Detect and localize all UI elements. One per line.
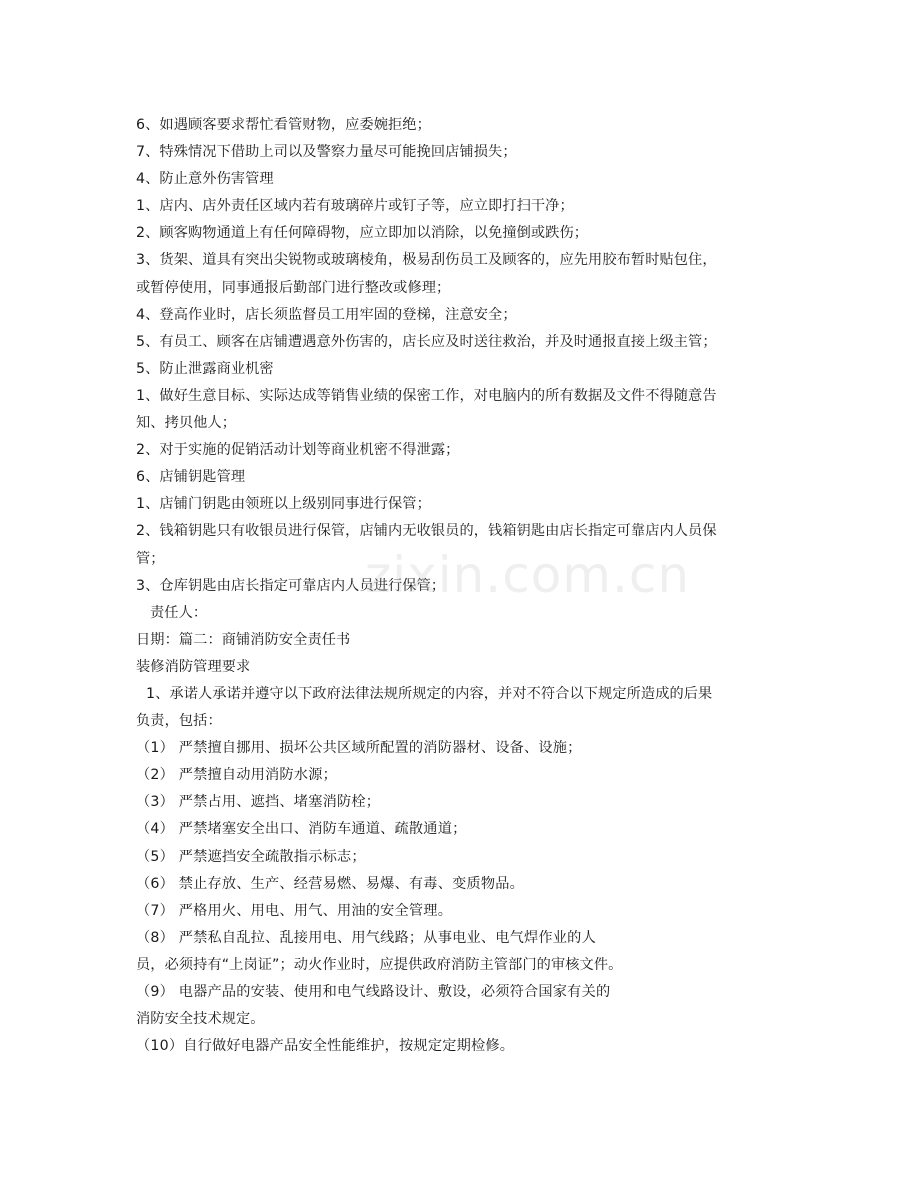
- list-item: （4） 严禁堵塞安全出口、消防车通道、疏散通道；: [136, 821, 467, 838]
- text-line: 1、做好生意目标、实际达成等销售业绩的保密工作，对电脑内的所有数据及文件不得随意告: [136, 387, 717, 404]
- list-item: （8） 严禁私自乱拉、乱接用电、用气线路；从事电业、电气焊作业的人: [136, 929, 596, 946]
- text-line: 员，必须持有“上岗证”；动火作业时，应提供政府消防主管部门的审核文件。: [136, 956, 623, 973]
- text-line: 7、特殊情况下借助上司以及警察力量尽可能挽回店铺损失；: [136, 144, 517, 161]
- section-heading: 装修消防管理要求: [136, 658, 251, 675]
- text-line: 1、店内、店外责任区域内若有玻璃碎片或钉子等，应立即打扫干净；: [136, 198, 574, 215]
- text-line: 5、有员工、顾客在店铺遭遇意外伤害的，店长应及时送往救治，并及时通报直接上级主管；: [136, 333, 717, 350]
- responsible-person-label: 责任人：: [150, 604, 208, 621]
- list-item: （5） 严禁遮挡安全疏散指示标志；: [136, 848, 366, 865]
- list-item: （1） 严禁擅自挪用、损坏公共区域所配置的消防器材、设备、设施；: [136, 740, 582, 757]
- date-title-line: 日期：篇二：商铺消防安全责任书: [136, 631, 351, 648]
- text-line: 消防安全技术规定。: [136, 1011, 265, 1028]
- text-line: 1、承诺人承诺并遵守以下政府法律法规所规定的内容，并对不符合以下规定所造成的后果: [146, 685, 713, 702]
- watermark-text: zixin.com.cn: [365, 546, 691, 604]
- list-item: （7） 严格用火、用电、用气、用油的安全管理。: [136, 902, 453, 919]
- section-heading: 4、防止意外伤害管理: [136, 171, 274, 188]
- list-item: （10）自行做好电器产品安全性能维护，按规定定期检修。: [136, 1038, 515, 1055]
- list-item: （9） 电器产品的安装、使用和电气线路设计、敷设，必须符合国家有关的: [136, 984, 611, 1000]
- text-line: 或暂停使用，同事通报后勤部门进行整改或修理；: [136, 279, 451, 296]
- text-line: 管；: [136, 550, 165, 567]
- text-line: 2、钱箱钥匙只有收银员进行保管，店铺内无收银员的，钱箱钥匙由店长指定可靠店内人员保: [136, 523, 717, 540]
- text-line: 4、登高作业时，店长须监督员工用牢固的登梯，注意安全；: [136, 306, 517, 323]
- text-line: 6、如遇顾客要求帮忙看管财物，应委婉拒绝；: [136, 117, 431, 133]
- text-line: 2、顾客购物通道上有任何障碍物，应立即加以消除，以免撞倒或跌伤；: [136, 225, 589, 242]
- text-line: 1、店铺门钥匙由领班以上级别同事进行保管；: [136, 496, 431, 513]
- text-line: 2、对于实施的促销活动计划等商业机密不得泄露；: [136, 442, 460, 459]
- list-item: （6） 禁止存放、生产、经营易燃、易爆、有毒、变质物品。: [136, 875, 525, 892]
- text-line: 3、仓库钥匙由店长指定可靠店内人员进行保管；: [136, 577, 446, 594]
- section-heading: 5、防止泄露商业机密: [136, 360, 274, 377]
- list-item: （2） 严禁擅自动用消防水源；: [136, 767, 337, 784]
- text-line: 知、拷贝他人；: [136, 415, 237, 432]
- text-line: 3、货架、道具有突出尖锐物或玻璃棱角，极易刮伤员工及顾客的，应先用胶布暂时贴包住，: [136, 252, 717, 269]
- text-line: 负责，包括：: [136, 713, 222, 730]
- section-heading: 6、店铺钥匙管理: [136, 469, 246, 486]
- list-item: （3） 严禁占用、遮挡、堵塞消防栓；: [136, 794, 381, 811]
